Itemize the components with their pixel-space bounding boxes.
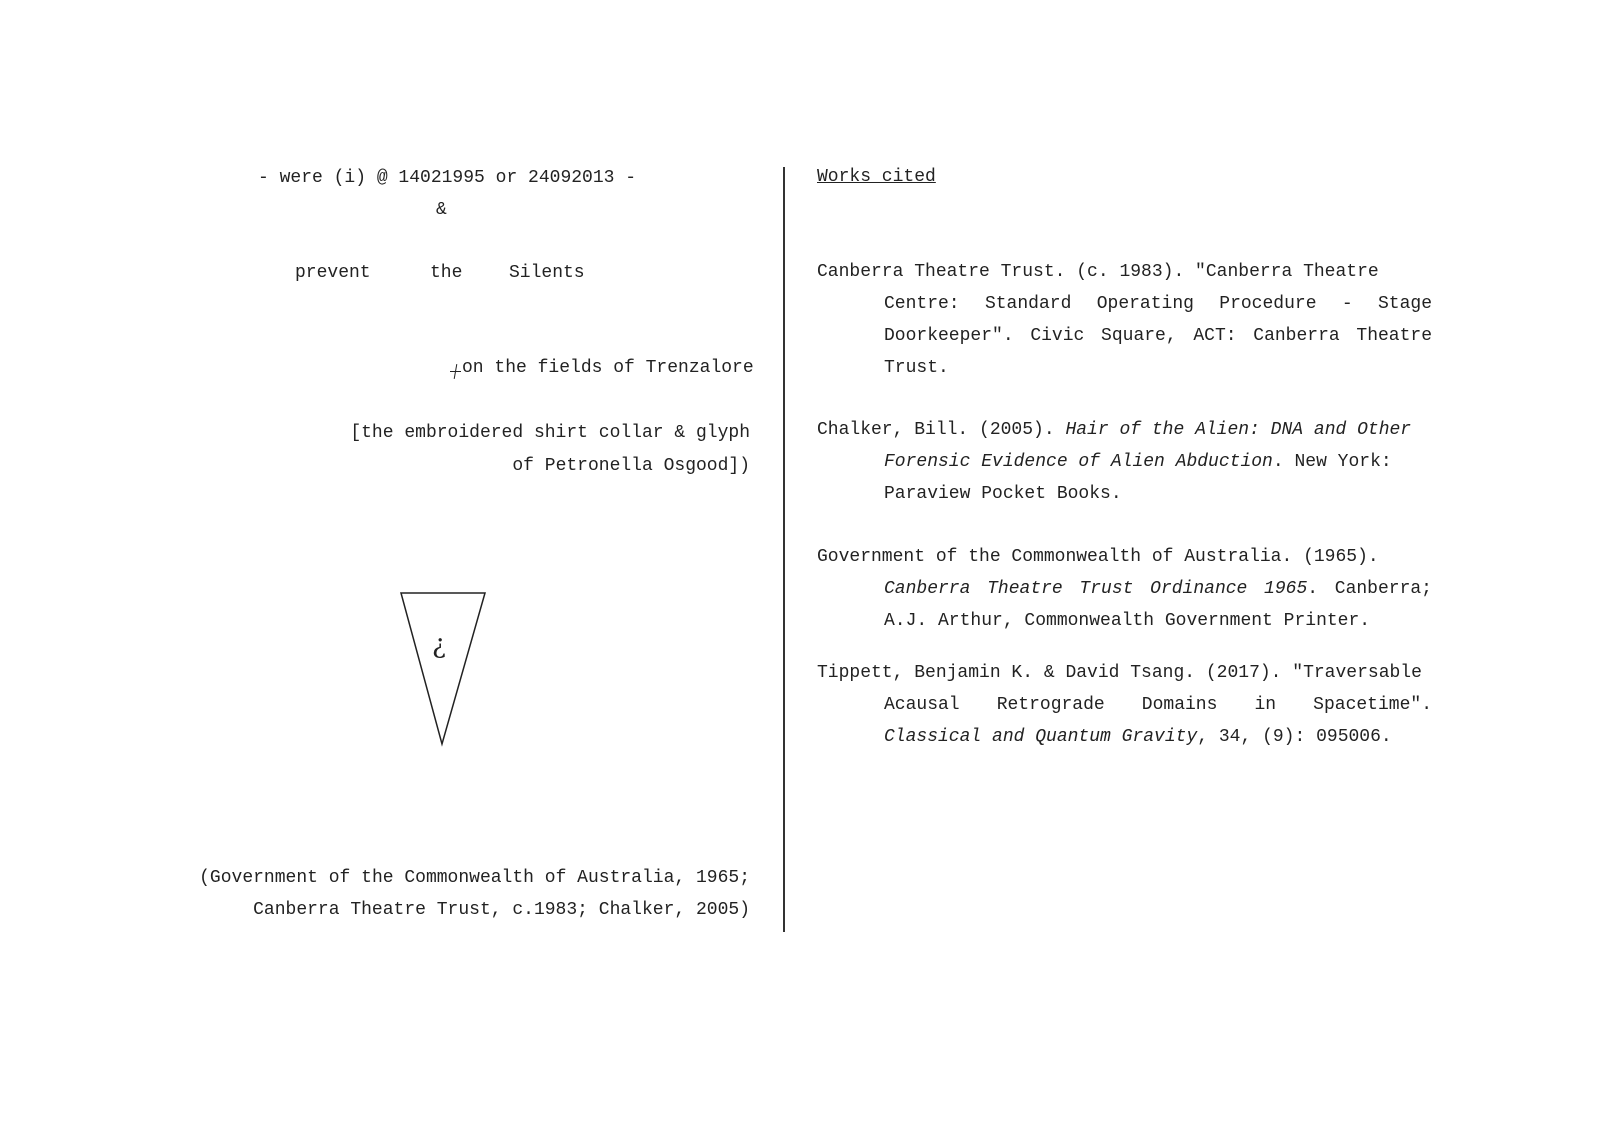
fields-text: on the fields of Trenzalore	[462, 358, 754, 378]
reference-2-line	[884, 450, 1392, 474]
reference-text: Tippett, Benjamin K. & David Tsang. (2017). "Traversable	[817, 663, 1422, 683]
reference-title: Forensic Evidence of Alien Abduction	[884, 452, 1273, 472]
reference-text: Doorkeeper". Civic Square, ACT: Canberra Theatre	[884, 326, 1432, 346]
reference-2-line	[884, 482, 1122, 506]
reference-4-line	[817, 661, 1422, 685]
reference-3-line	[817, 545, 1379, 569]
word-the: the	[430, 263, 463, 283]
reference-text: , 34, (9): 095006.	[1197, 727, 1392, 747]
triangle-glyph-icon	[398, 590, 490, 750]
reference-4-line	[884, 693, 1432, 717]
date-line: - were (i) @ 14021995 or 24092013 -	[258, 168, 637, 188]
collar-line-1: [the embroidered shirt collar & glyph	[350, 423, 750, 443]
collar-line-2: of Petronella Osgood])	[512, 456, 750, 476]
citation-line-1: (Government of the Commonwealth of Australia, 1965;	[199, 868, 750, 888]
reference-text: Centre: Standard Operating Procedure - Stage	[884, 294, 1432, 314]
reference-title: Hair of the Alien: DNA and Other	[1065, 420, 1412, 440]
inverted-question-glyph: ¿	[432, 630, 446, 660]
column-divider	[783, 167, 785, 932]
reference-text: Acausal Retrograde Domains in Spacetime".	[884, 695, 1432, 715]
works-cited-heading: Works cited	[817, 167, 936, 187]
reference-text: Chalker, Bill. (2005).	[817, 420, 1066, 440]
citation-line-2: Canberra Theatre Trust, c.1983; Chalker, 2005)	[253, 900, 750, 920]
fields-line	[450, 356, 754, 380]
reference-text: . Canberra;	[1307, 579, 1432, 599]
reference-text: . New York:	[1272, 452, 1392, 472]
reference-3-line	[884, 609, 1370, 633]
word-silents: Silents	[509, 263, 585, 283]
reference-title: Canberra Theatre Trust Ordinance 1965	[884, 579, 1308, 599]
reference-title: Classical and Quantum Gravity	[884, 727, 1198, 747]
reference-text: Canberra Theatre Trust. (c. 1983). "Canberra Theatre	[817, 262, 1379, 282]
reference-3-line	[884, 577, 1432, 601]
reference-1-line	[884, 356, 949, 380]
reference-1-line	[884, 292, 1432, 316]
reference-1-line	[884, 324, 1432, 348]
ampersand: &	[436, 200, 447, 220]
word-prevent: prevent	[295, 263, 371, 283]
reference-1-line	[817, 260, 1379, 284]
reference-2-line	[817, 418, 1411, 442]
reference-4-line	[884, 725, 1392, 749]
reference-text: Government of the Commonwealth of Australia. (1965).	[817, 547, 1379, 567]
reference-text: Paraview Pocket Books.	[884, 484, 1122, 504]
reference-text: Trust.	[884, 358, 949, 378]
reference-text: A.J. Arthur, Commonwealth Government Printer.	[884, 611, 1371, 631]
